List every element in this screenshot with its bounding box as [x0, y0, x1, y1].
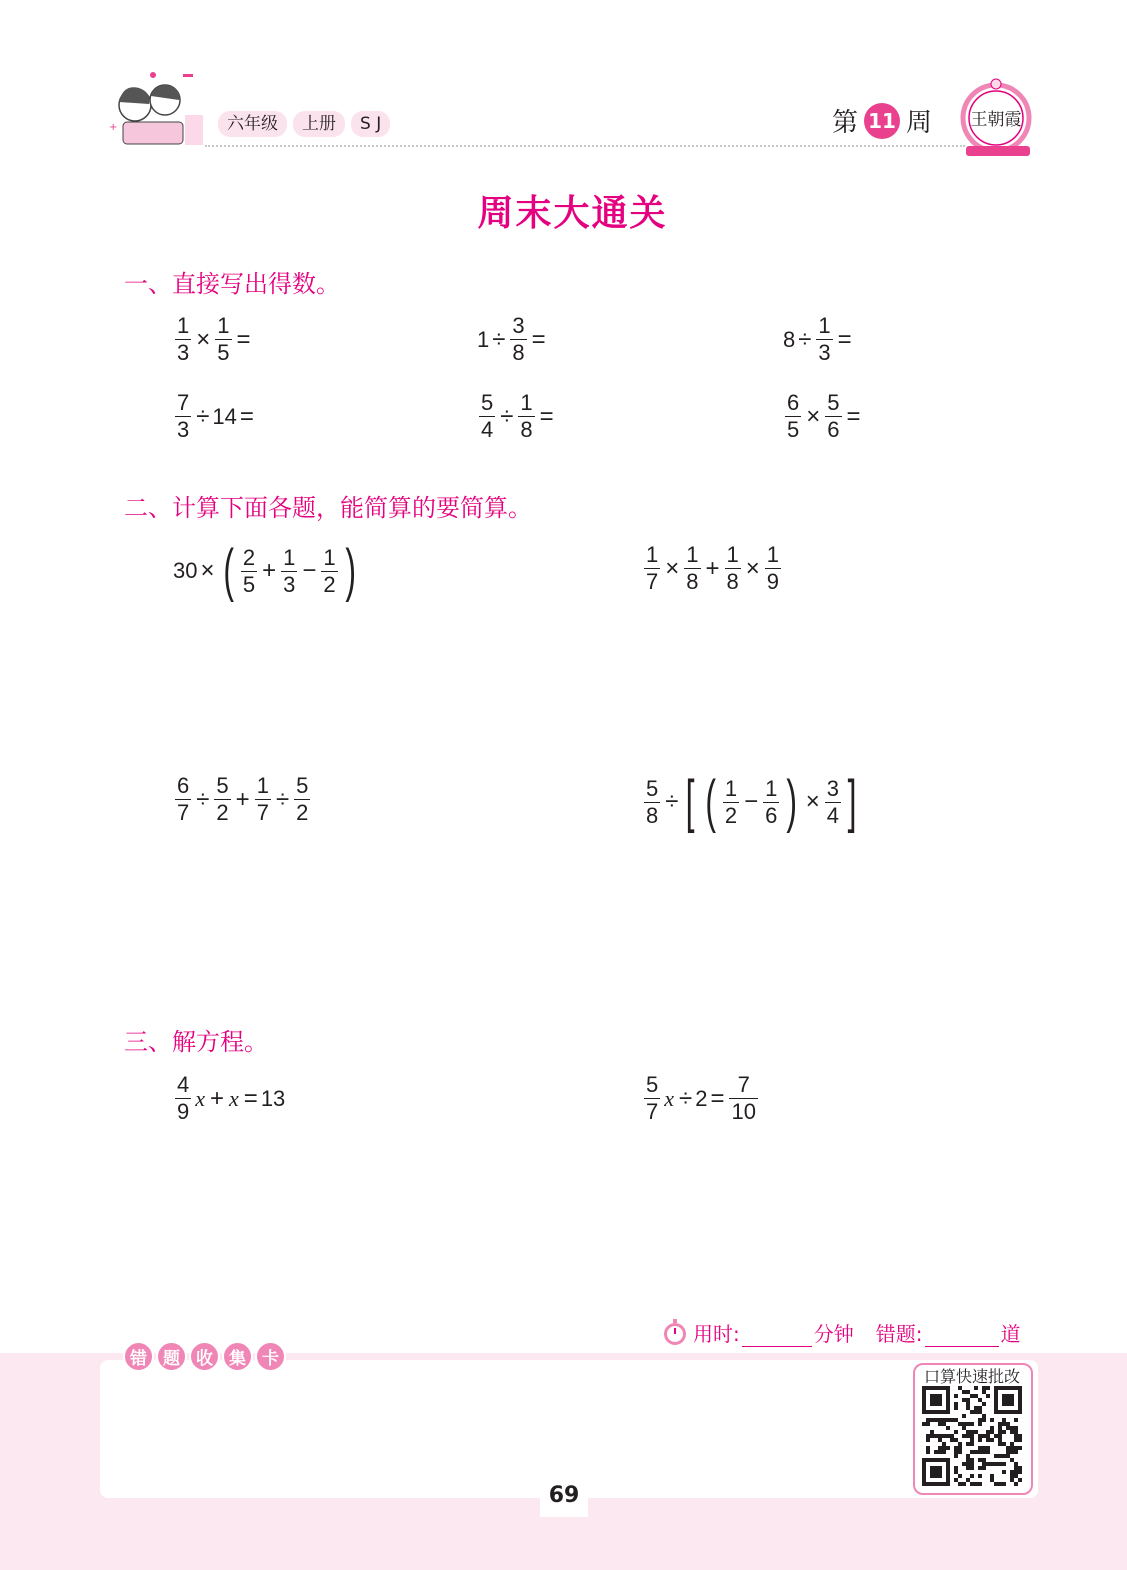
collect-char: 卡 — [255, 1341, 286, 1372]
denominator: 2 — [296, 800, 309, 825]
numerator: 1 — [686, 542, 699, 567]
volume-tag: 上册 — [293, 111, 345, 137]
fraction — [281, 545, 297, 598]
denominator: 3 — [818, 340, 831, 365]
qr-code-icon[interactable] — [922, 1386, 1022, 1486]
operator: + — [210, 1084, 225, 1112]
fraction — [644, 776, 660, 829]
denominator: 4 — [481, 417, 494, 442]
operator: − — [744, 788, 759, 815]
fraction — [725, 542, 741, 595]
number: 14 — [212, 403, 237, 429]
fraction — [255, 773, 271, 826]
operator: ÷ — [275, 785, 290, 813]
week-label — [832, 102, 932, 139]
fraction — [644, 542, 660, 595]
operator: × — [805, 788, 820, 815]
operator: × — [665, 554, 680, 582]
numerator: 1 — [520, 390, 533, 415]
numerator: 1 — [256, 773, 269, 798]
fraction — [215, 313, 231, 366]
errors-blank[interactable] — [925, 1324, 999, 1347]
week-number-badge: 11 — [864, 103, 900, 139]
page-number: 69 — [548, 1482, 580, 1508]
numerator: 1 — [646, 542, 659, 567]
week-prefix: 第 — [832, 108, 859, 138]
bracket: ( — [222, 538, 234, 603]
problem — [173, 313, 254, 366]
numerator: 1 — [323, 544, 336, 570]
time-label: 用时: — [693, 1322, 740, 1346]
operator: × — [806, 402, 821, 430]
numerator: 3 — [512, 313, 525, 338]
denominator: 2 — [216, 800, 229, 825]
operator: ÷ — [492, 325, 506, 353]
denominator: 5 — [242, 571, 256, 597]
operator: = — [236, 325, 251, 353]
numerator: 6 — [787, 390, 800, 415]
number: 13 — [260, 1085, 286, 1111]
denominator: 4 — [826, 802, 839, 828]
operator: + — [262, 557, 277, 584]
collect-char: 集 — [222, 1341, 253, 1372]
denominator: 8 — [512, 340, 525, 365]
denominator: 2 — [724, 802, 738, 828]
denominator: 9 — [177, 1099, 190, 1124]
operator: × — [200, 557, 215, 584]
denominator: 3 — [283, 571, 296, 597]
fraction — [644, 1072, 660, 1125]
fraction — [175, 313, 191, 366]
bracket: ] — [847, 769, 857, 834]
operator: × — [196, 325, 211, 353]
denominator: 9 — [766, 569, 780, 594]
time-error-record — [693, 1318, 1021, 1347]
operator: + — [705, 554, 720, 582]
numerator: 1 — [724, 775, 738, 801]
numerator: 5 — [216, 773, 229, 798]
numerator: 1 — [726, 542, 739, 567]
fraction — [321, 545, 337, 598]
fraction — [684, 542, 700, 595]
section-heading-2: 二、计算下面各题，能简算的要简算。 — [124, 494, 532, 522]
bracket: ) — [786, 769, 798, 834]
grade-tags — [218, 111, 390, 137]
denominator: 7 — [646, 1099, 659, 1124]
problem — [783, 313, 855, 366]
fraction — [175, 1072, 191, 1125]
numerator: 7 — [177, 390, 190, 415]
numerator: 1 — [177, 313, 190, 338]
denominator: 7 — [177, 800, 190, 825]
denominator: 3 — [177, 340, 190, 365]
section-heading-3: 三、解方程。 — [124, 1028, 268, 1056]
operator: ÷ — [679, 1084, 693, 1112]
operator: ÷ — [196, 785, 210, 813]
fraction — [241, 545, 257, 598]
numerator: 1 — [818, 313, 831, 338]
numerator: 5 — [646, 775, 659, 801]
problem — [173, 1072, 285, 1125]
problem — [173, 538, 361, 603]
time-blank[interactable] — [742, 1324, 812, 1347]
denominator: 8 — [646, 802, 659, 828]
bracket: ( — [704, 769, 716, 834]
denominator: 5 — [787, 417, 800, 442]
fraction — [518, 390, 534, 443]
variable: x — [195, 1085, 206, 1111]
numerator: 5 — [296, 773, 309, 798]
number: 30 — [173, 558, 198, 583]
bracket: [ — [686, 769, 695, 834]
number: 8 — [783, 326, 796, 352]
operator: = — [846, 402, 861, 430]
problem — [173, 390, 257, 443]
number: 2 — [695, 1085, 708, 1111]
numerator: 4 — [177, 1072, 190, 1097]
collect-char: 题 — [156, 1341, 187, 1372]
collect-char: 错 — [123, 1341, 154, 1372]
operator: − — [302, 557, 317, 584]
fraction — [825, 390, 841, 443]
numerator: 7 — [737, 1072, 750, 1097]
operator: ÷ — [196, 402, 210, 430]
svg-text:+: + — [109, 122, 118, 133]
fraction — [729, 1072, 757, 1125]
numerator: 1 — [217, 313, 230, 338]
denominator: 5 — [217, 340, 230, 365]
fraction — [763, 776, 779, 829]
denominator: 10 — [731, 1099, 756, 1124]
numerator: 5 — [481, 390, 494, 415]
kids-illustration — [105, 70, 210, 155]
operator: = — [239, 402, 254, 430]
numerator: 2 — [242, 544, 256, 570]
fraction — [723, 776, 739, 829]
stopwatch-icon — [662, 1318, 688, 1346]
section-heading-1: 一、直接写出得数。 — [124, 270, 340, 298]
fraction — [175, 390, 191, 443]
fraction — [294, 773, 310, 826]
fraction — [816, 313, 832, 366]
numerator: 3 — [826, 775, 839, 801]
problem — [642, 769, 861, 834]
problem — [783, 390, 864, 443]
numerator: 1 — [765, 775, 778, 801]
problem — [173, 773, 312, 826]
brand-seal-logo — [958, 78, 1038, 162]
fraction — [175, 773, 191, 826]
bracket: ) — [344, 538, 356, 603]
denominator: 6 — [827, 417, 840, 442]
page-title: 周末大通关 — [477, 193, 668, 234]
grade-tag: 六年级 — [218, 111, 287, 137]
fraction — [479, 390, 495, 443]
fraction — [825, 776, 841, 829]
week-suffix: 周 — [906, 108, 933, 138]
page-number-tab — [540, 1473, 588, 1517]
operator: = — [837, 325, 852, 353]
denominator: 8 — [726, 569, 739, 594]
denominator: 6 — [765, 802, 778, 828]
number: 1 — [477, 326, 490, 352]
operator: = — [539, 402, 554, 430]
problem — [642, 542, 783, 595]
header-divider — [205, 145, 965, 147]
errors-label: 错题: — [875, 1322, 923, 1346]
operator: ÷ — [665, 788, 679, 815]
edition-tag: S J — [351, 111, 390, 137]
numerator: 5 — [827, 390, 840, 415]
fraction — [214, 773, 230, 826]
variable: x — [229, 1085, 239, 1111]
denominator: 8 — [686, 569, 699, 594]
operator: = — [243, 1084, 258, 1112]
numerator: 6 — [177, 773, 190, 798]
operator: ÷ — [500, 402, 514, 430]
fraction — [765, 542, 781, 595]
operator: × — [745, 554, 760, 582]
problem — [642, 1072, 760, 1125]
denominator: 2 — [323, 571, 336, 597]
denominator: 7 — [256, 800, 269, 825]
fraction — [510, 313, 526, 366]
qr-caption: 口算快速批改 — [923, 1367, 1020, 1386]
collect-char: 收 — [189, 1341, 220, 1372]
svg-text:王朝霞: 王朝霞 — [970, 110, 1022, 130]
denominator: 3 — [177, 417, 190, 442]
denominator: 8 — [520, 417, 533, 442]
operator: = — [531, 325, 546, 353]
operator: ÷ — [798, 325, 812, 353]
collect-card-label — [123, 1341, 286, 1372]
operator: + — [235, 785, 250, 813]
variable: x — [664, 1085, 675, 1111]
time-unit: 分钟 — [813, 1322, 854, 1346]
numerator: 1 — [766, 542, 780, 567]
denominator: 7 — [646, 569, 659, 594]
numerator: 5 — [646, 1072, 659, 1097]
problem — [477, 313, 549, 366]
fraction — [785, 390, 801, 443]
operator: = — [710, 1084, 725, 1112]
problem — [477, 390, 557, 443]
numerator: 1 — [283, 544, 296, 570]
errors-unit: 道 — [1000, 1322, 1021, 1346]
